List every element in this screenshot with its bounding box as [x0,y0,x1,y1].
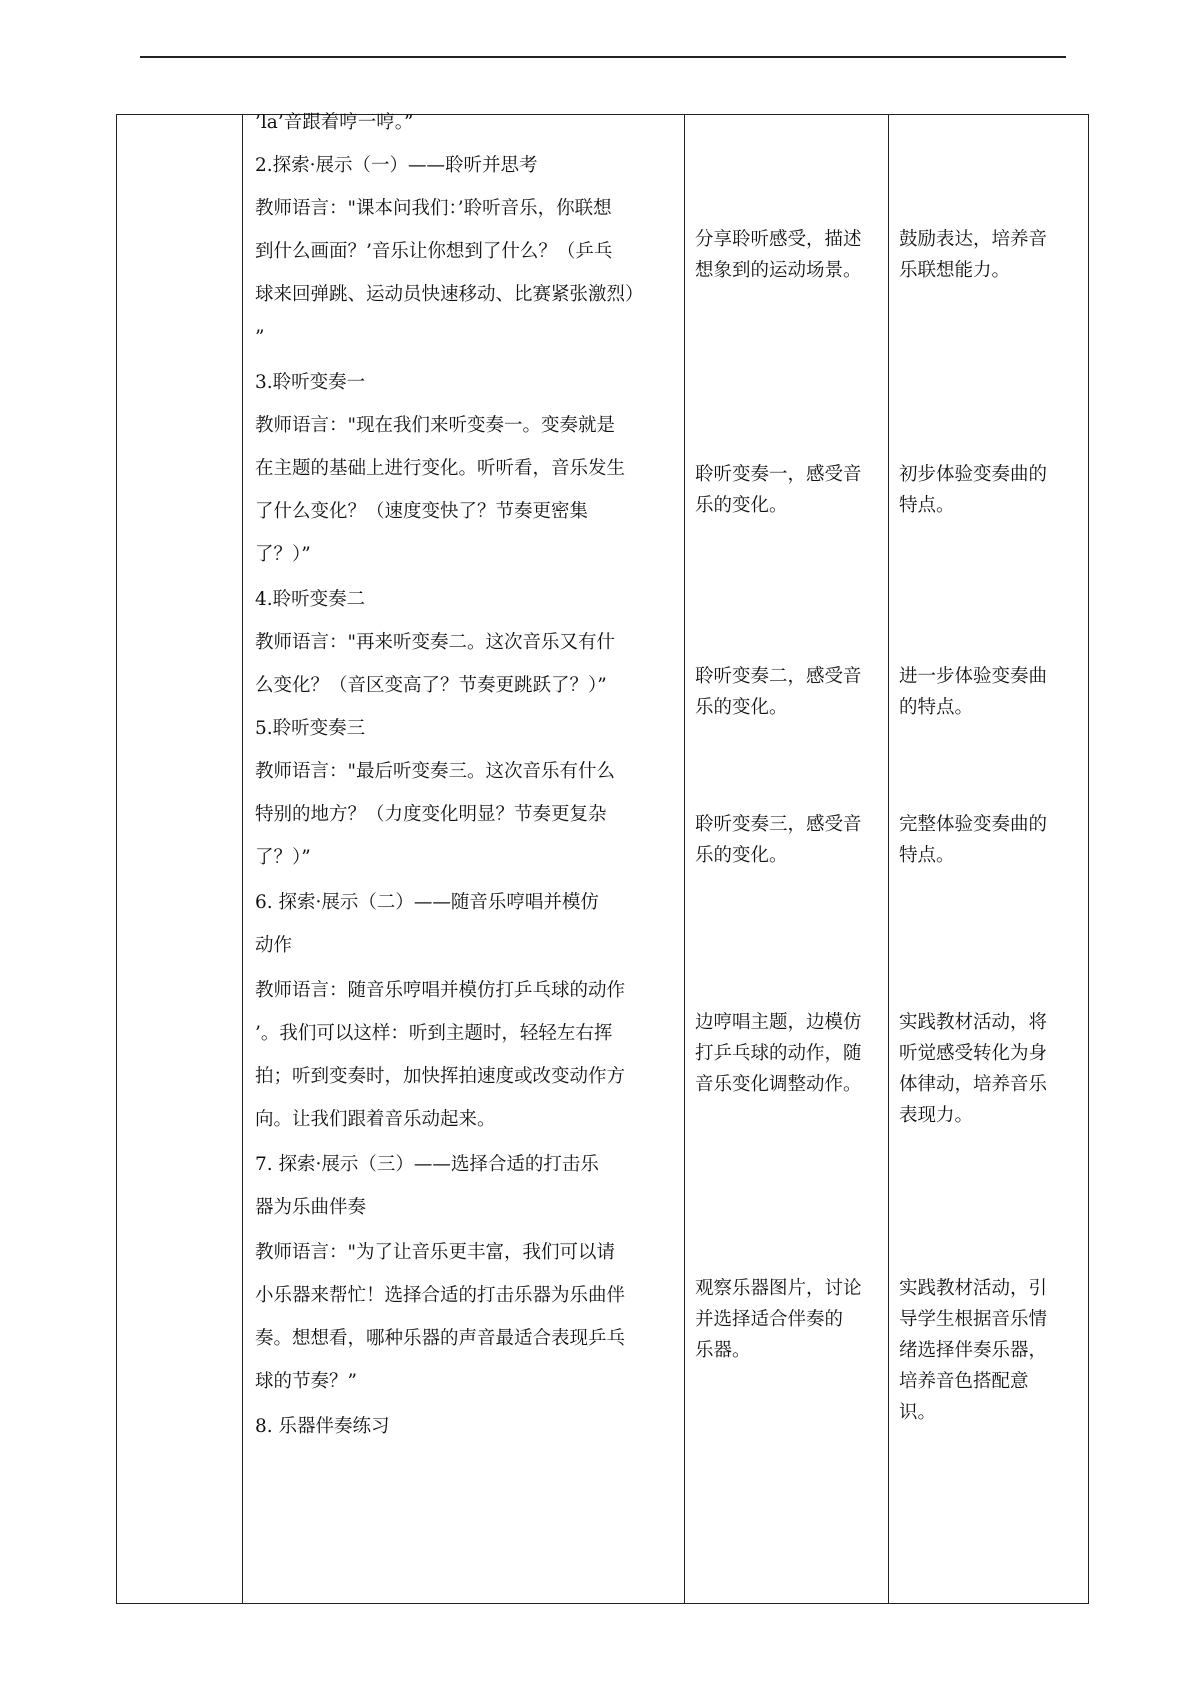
student-activity-line: 打乒乓球的动作，随 [695,1043,862,1064]
teacher-line: 拍；听到变奏时，加快挥拍速度或改变动作方 [255,1066,626,1087]
teacher-line: ’la’音跟着哼一哼。” [255,112,414,133]
design-intent-line: 特点。 [899,495,955,516]
teacher-line: 到什么画面？’音乐让你想到了什么？（乒乓 [255,241,613,262]
teacher-line: ’。我们可以这样：听到主题时，轻轻左右挥 [255,1023,613,1044]
teacher-line: 了什么变化？（速度变快了？节奏更密集 [255,501,589,522]
design-intent-line: 表现力。 [899,1105,974,1126]
student-activity-line: 聆听变奏二，感受音 [695,666,862,687]
student-activity-cell [685,115,889,1604]
teacher-line: 8. 乐器伴奏练习 [255,1416,390,1437]
student-activity-line: 观察乐器图片，讨论 [695,1278,862,1299]
student-activity-line: 音乐变化调整动作。 [695,1074,862,1095]
teacher-line: 球的节奏？” [255,1371,357,1392]
teacher-line: 3.聆听变奏一 [255,372,366,393]
teacher-line: 教师语言："为了让音乐更丰富，我们可以请 [255,1242,616,1263]
teacher-line: 5.聆听变奏三 [255,718,366,739]
teacher-line: 教师语言："再来听变奏二。这次音乐又有什 [255,632,616,653]
teacher-line: 了？）” [255,544,311,565]
student-activity-line: 乐的变化。 [695,495,788,516]
design-intent-line: 实践教材活动，将 [899,1012,1048,1033]
teacher-line: 教师语言："现在我们来听变奏一。变奏就是 [255,415,616,436]
teacher-line: ” [255,327,265,348]
stage-column-cell [117,115,243,1604]
teacher-line: 小乐器来帮忙！选择合适的打击乐器为乐曲伴 [255,1285,626,1306]
teacher-line: 7. 探索·展示（三）——选择合适的打击乐 [255,1154,599,1175]
teacher-line: 教师语言："最后听变奏三。这次音乐有什么 [255,761,616,782]
teacher-line: 4.聆听变奏二 [255,589,366,610]
teacher-line: 2.探索·展示（一）——聆听并思考 [255,155,538,176]
teacher-line: 教师语言："课本问我们：’聆听音乐，你联想 [255,198,612,219]
design-intent-line: 实践教材活动，引 [899,1278,1048,1299]
design-intent-line: 听觉感受转化为身 [899,1043,1048,1064]
student-activity-line: 聆听变奏一，感受音 [695,464,862,485]
teacher-line: 特别的地方？（力度变化明显？节奏更复杂 [255,804,607,825]
lesson-plan-table [116,114,1089,1604]
design-intent-line: 特点。 [899,845,955,866]
design-intent-line: 乐联想能力。 [899,260,1011,281]
student-activity-line: 想象到的运动场景。 [695,260,862,281]
design-intent-line: 培养音色搭配意 [899,1371,1029,1392]
student-activity-line: 乐的变化。 [695,697,788,718]
design-intent-line: 初步体验变奏曲的 [899,464,1048,485]
student-activity-line: 并选择适合伴奏的 [695,1309,844,1330]
design-intent-line: 进一步体验变奏曲 [899,666,1048,687]
teacher-line: 动作 [255,935,293,956]
design-intent-cell [889,115,1089,1604]
teacher-line: 教师语言：随音乐哼唱并模仿打乒乓球的动作 [255,980,626,1001]
design-intent-line: 鼓励表达，培养音 [899,229,1048,250]
teacher-activity-cell [243,112,685,1604]
design-intent-line: 体律动，培养音乐 [899,1074,1048,1095]
design-intent-line: 识。 [899,1402,937,1423]
teacher-line: 器为乐曲伴奏 [255,1197,367,1218]
design-intent-line: 的特点。 [899,697,974,718]
teacher-line: 球来回弹跳、运动员快速移动、比赛紧张激烈） [255,284,644,305]
student-activity-line: 乐的变化。 [695,845,788,866]
student-activity-line: 乐器。 [695,1340,751,1361]
teacher-line: 奏。想想看，哪种乐器的声音最适合表现乒乓 [255,1328,626,1349]
design-intent-line: 完整体验变奏曲的 [899,814,1048,835]
table-row [117,115,1089,1604]
student-activity-line: 分享聆听感受，描述 [695,229,862,250]
design-intent-line: 导学生根据音乐情 [899,1309,1048,1330]
teacher-line: 在主题的基础上进行变化。听听看，音乐发生 [255,458,626,479]
teacher-line: 向。让我们跟着音乐动起来。 [255,1109,496,1130]
header-rule [140,56,1066,58]
teacher-line: 了？）” [255,847,311,868]
student-activity-line: 边哼唱主题，边模仿 [695,1012,862,1033]
teacher-line: 6. 探索·展示（二）——随音乐哼唱并模仿 [255,892,599,913]
student-activity-line: 聆听变奏三，感受音 [695,814,862,835]
teacher-line: 么变化？（音区变高了？节奏更跳跃了？）” [255,675,607,696]
design-intent-line: 绪选择伴奏乐器， [899,1340,1048,1361]
